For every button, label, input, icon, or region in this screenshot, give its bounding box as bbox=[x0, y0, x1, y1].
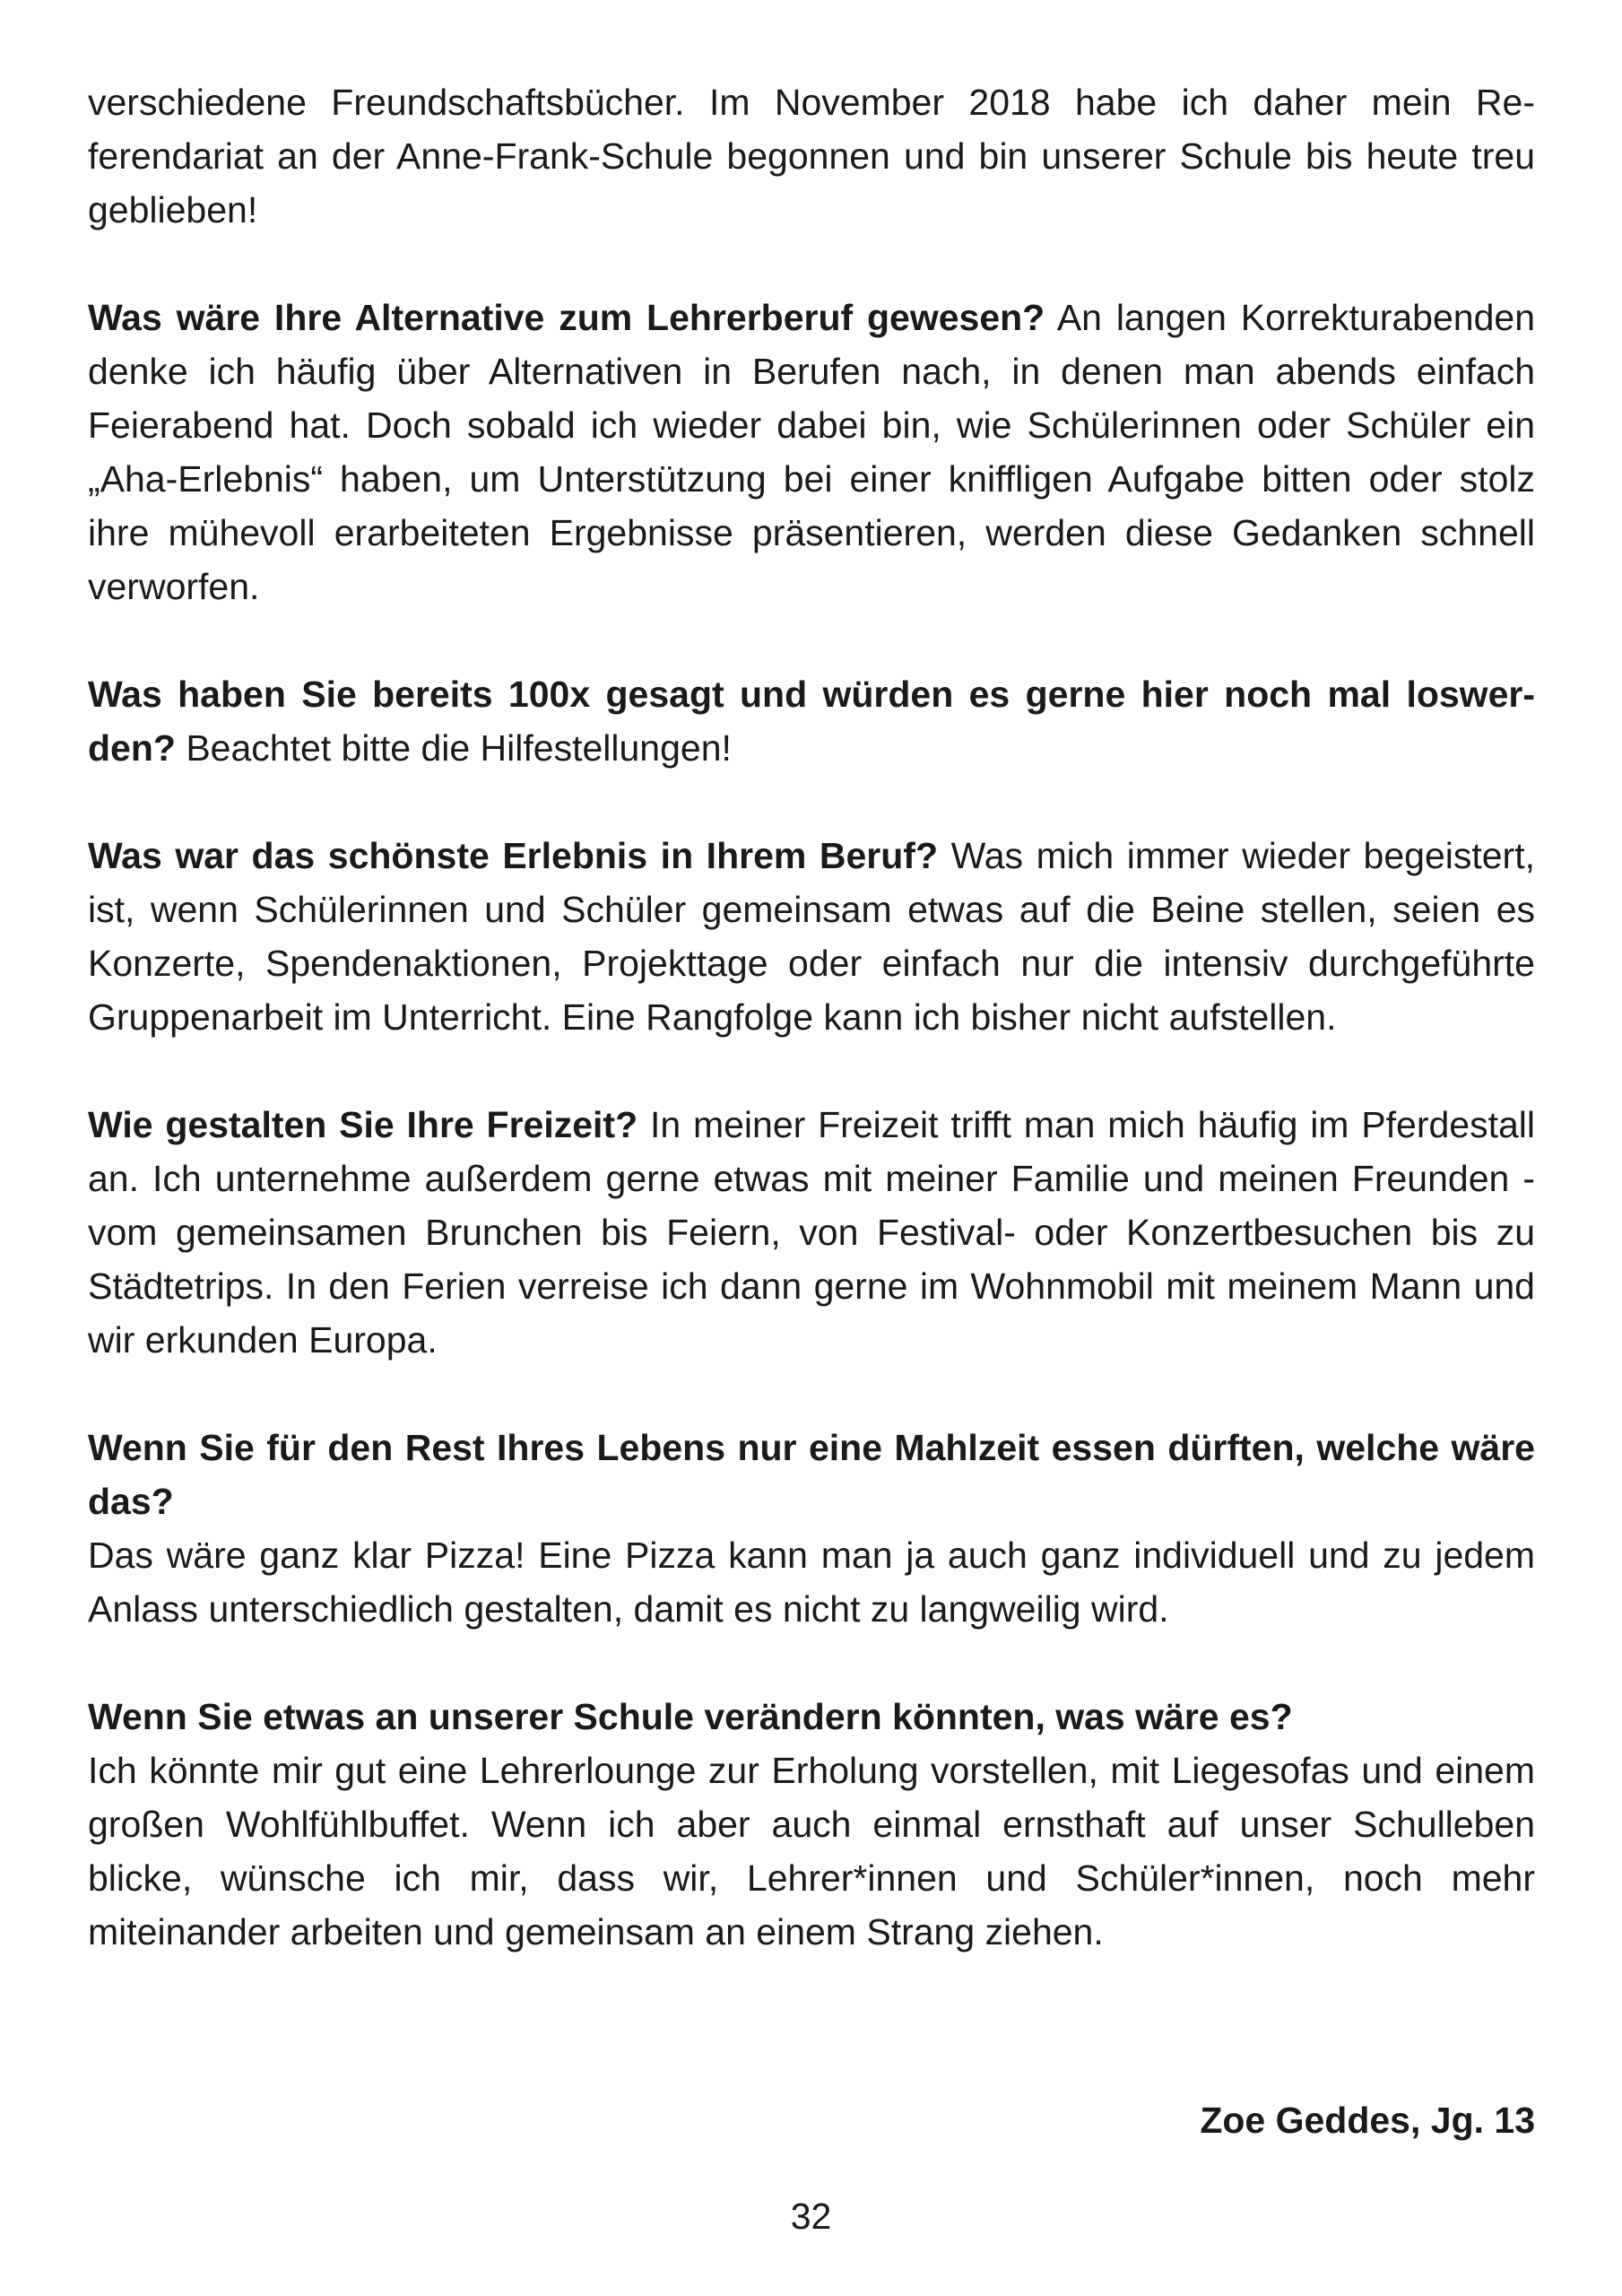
answer-best-experience: Was mich immer wieder begeistert, ist, wenn Schülerinnen und Schüler gemeinsam etwas auf die Beine stellen, seien es Konzerte, Spendenaktionen, Projekttage oder einfach nur die intensiv durchgeführte Gruppenarbeit im Unterricht. Eine Rangfolge kann ich bisher nicht aufstellen. bbox=[88, 835, 1535, 1038]
document-body bbox=[88, 75, 1535, 2013]
answer-free-time: In meiner Freizeit trifft man mich häufig im Pferdestall an. Ich unternehme außerdem gerne etwas mit meiner Familie und meinen Freunden - vom gemeinsamen Brunchen bis Feiern, von Festival- oder Konzertbesuchen bis zu Städtetrips. In den Ferien verreise ich dann gerne im Wohnmobil mit meinem Mann und wir erkunden Europa. bbox=[88, 1104, 1535, 1361]
answer-meal: Das wäre ganz klar Pizza! Eine Pizza kann man ja auch ganz individuell und zu jedem Anlass unterschiedlich gestalten, damit es nicht zu langweilig wird. bbox=[88, 1535, 1535, 1630]
interview-section-100x bbox=[88, 667, 1535, 775]
interview-section-free-time bbox=[88, 1098, 1535, 1367]
interview-section-meal bbox=[88, 1421, 1535, 1636]
answer-alternative: An langen Korrekturabenden denke ich häufig über Alternativen in Berufen nach, in denen man abends einfach Feierabend hat. Doch sobald ich wieder dabei bin, wie Schülerinnen oder Schüler ein „Aha-Erlebnis“ haben, um Unterstützung bei einer kniffligen Aufgabe bitten oder stolz ihre mühevoll erarbeiteten Ergebnisse präsentieren, werden diese Gedanken schnell verworfen. bbox=[88, 297, 1535, 607]
page-number: 32 bbox=[790, 2196, 832, 2237]
answer-school-change: Ich könnte mir gut eine Lehrerlounge zur Erholung vorstellen, mit Liegesofas und einem großen Wohlfühlbuffet. Wenn ich aber auch einmal ernsthaft auf unser Schulleben blicke, wünsche ich mir, dass wir, Lehrer*innen und Schüler*innen, noch mehr miteinander arbeiten und gemeinsam an einem Strang ziehen. bbox=[88, 1750, 1535, 1952]
question-meal: Wenn Sie für den Rest Ihres Lebens nur eine Mahlzeit essen dürften, welche wäre das? bbox=[88, 1427, 1535, 1522]
question-best-experience: Was war das schönste Erlebnis in Ihrem Beruf? bbox=[88, 835, 939, 876]
question-free-time: Wie gestalten Sie Ihre Freizeit? bbox=[88, 1104, 638, 1145]
intro-text: verschiedene Freundschaftsbücher. Im November 2018 habe ich daher mein Referendariat an der Anne-Frank-Schule begonnen und bin unserer Schule bis heute treu geblieben! bbox=[88, 82, 1535, 230]
interview-section-best-experience bbox=[88, 829, 1535, 1044]
question-alternative: Was wäre Ihre Alternative zum Lehrerberuf gewesen? bbox=[88, 297, 1045, 338]
author-signature: Zoe Geddes, Jg. 13 bbox=[1200, 2100, 1535, 2141]
question-100x: Was haben Sie bereits 100x gesagt und würden es gerne hier noch mal loswerden? bbox=[88, 674, 1535, 769]
answer-100x: Beachtet bitte die Hilfestellungen! bbox=[175, 727, 732, 769]
question-school-change: Wenn Sie etwas an unserer Schule verändern könnten, was wäre es? bbox=[88, 1696, 1293, 1737]
interview-section-alternative bbox=[88, 291, 1535, 613]
interview-section-school-change bbox=[88, 1690, 1535, 1959]
intro-paragraph bbox=[88, 75, 1535, 237]
